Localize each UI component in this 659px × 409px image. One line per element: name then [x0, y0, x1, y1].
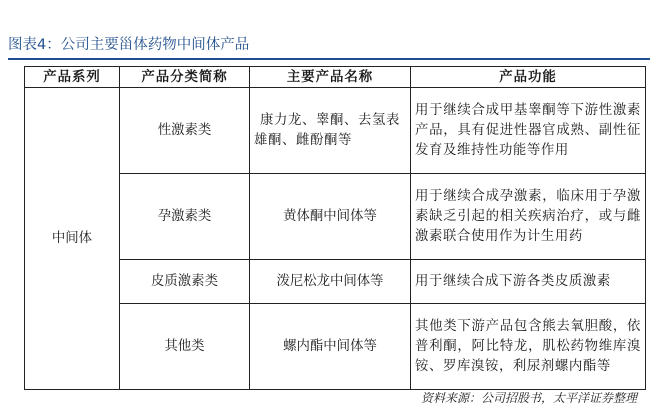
header-function: 产品功能 [411, 67, 646, 88]
source-note: 资料来源：公司招股书，太平洋证券整理 [420, 391, 637, 405]
product-name-cell: 泼尼松龙中间体等 [250, 260, 411, 304]
product-name-cell: 康力龙、睾酮、去氢表雄酮、雌酚酮等 [250, 88, 411, 174]
category-cell: 孕激素类 [120, 174, 250, 260]
title-divider [8, 58, 650, 60]
function-cell: 用于继续合成下游各类皮质激素 [411, 260, 646, 304]
function-cell: 其他类下游产品包含熊去氧胆酸，依普利酮，阿比特龙，肌松药物维库溴铵、罗库溴铵，利尿剂螺内酯等 [411, 304, 646, 390]
header-series: 产品系列 [25, 67, 120, 88]
function-cell: 用于继续合成孕激素，临床用于孕激素缺乏引起的相关疾病治疗，或与雌激素联合使用作为计生用药 [411, 174, 646, 260]
product-name-cell: 螺内酯中间体等 [250, 304, 411, 390]
function-cell: 用于继续合成甲基睾酮等下游性激素产品，具有促进性器官成熟、副性征发育及维持性功能等作用 [411, 88, 646, 174]
table-header-row [25, 67, 646, 88]
category-cell: 其他类 [120, 304, 250, 390]
header-category: 产品分类简称 [120, 67, 250, 88]
category-cell: 性激素类 [120, 88, 250, 174]
category-cell: 皮质激素类 [120, 260, 250, 304]
product-name-cell: 黄体酮中间体等 [250, 174, 411, 260]
product-table [24, 66, 646, 390]
series-cell: 中间体 [25, 88, 120, 390]
table-row [25, 88, 646, 174]
figure-title: 图表4：公司主要甾体药物中间体产品 [8, 37, 250, 53]
header-product-name: 主要产品名称 [250, 67, 411, 88]
